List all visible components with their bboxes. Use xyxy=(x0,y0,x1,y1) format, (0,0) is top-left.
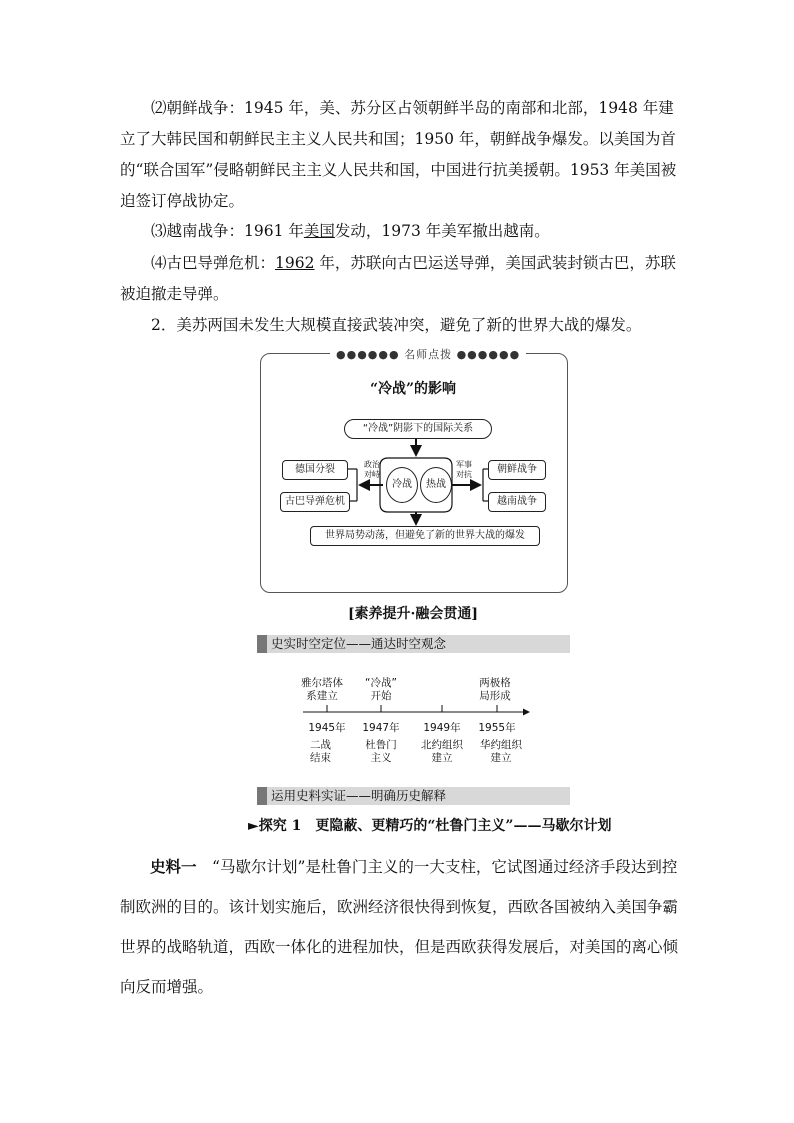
timeline-year-1949: 1949年 xyxy=(423,722,461,734)
timeline-below-3: 北约组织 建立 xyxy=(421,739,463,764)
band-label: 史实时空定位——通达时空观念 xyxy=(271,636,447,651)
section-title: [素养提升·融会贯通] xyxy=(347,606,479,622)
diagram-top-box: “冷战”阴影下的国际关系 xyxy=(344,419,492,439)
vietnam-text-b: 发动，1973 年美军撤出越南。 xyxy=(334,222,550,240)
timeline-year-1947: 1947年 xyxy=(362,722,400,734)
band-historical-evidence xyxy=(257,787,570,805)
vietnam-text-a: ⑶越南战争：1961 年 xyxy=(151,222,304,240)
left-item-cuba: 古巴导弹危机 xyxy=(280,492,350,512)
timeline-year-1955: 1955年 xyxy=(478,722,516,734)
paragraph-korean-war: ⑵朝鲜战争：1945 年，美、苏分区占领朝鲜半岛的南部和北部，1948 年建立了大韩民国和朝鲜民主主义人民共和国；1950 年，朝鲜战争爆发。以美国为首的“联合国军”侵略朝鲜民主主义人民共和国，中国进行抗美援朝。1953 年美国被迫签订停战协定。 xyxy=(120,99,677,210)
teacher-tip-tag: ●●●●●● 名师点拨 ●●●●●● xyxy=(330,346,526,362)
band-label: 运用史料实证——明确历史解释 xyxy=(271,788,447,803)
timeline-below-2: 杜鲁门 主义 xyxy=(365,739,397,764)
cuba-text-b: 年，苏联向古巴运送导弹，美国武装封锁古巴，苏联被迫撤走导弹。 xyxy=(120,254,676,303)
political-confrontation-label: 政治 对峙 xyxy=(364,460,380,479)
band-bar xyxy=(257,787,267,805)
diagram-bottom-box: 世界局势动荡，但避免了新的世界大战的爆发 xyxy=(310,526,540,546)
hot-war-oval: 热战 xyxy=(420,467,452,503)
explore-heading: ►探究 1 更隐蔽、更精巧的“杜鲁门主义”——马歇尔计划 xyxy=(248,818,612,834)
cuba-text-a: ⑷古巴导弹危机： xyxy=(151,254,276,272)
timeline-below-1: 二战 结束 xyxy=(310,739,331,764)
paragraph-point-2: 2．美苏两国未发生大规模直接武装冲突，避免了新的世界大战的爆发。 xyxy=(151,316,642,334)
timeline-below-4: 华约组织 建立 xyxy=(480,739,522,764)
cold-war-oval: 冷战 xyxy=(386,467,418,503)
vietnam-underlined: 美国 xyxy=(303,222,335,240)
left-item-germany: 德国分裂 xyxy=(282,460,348,480)
timeline-above-1: 雅尔塔体 系建立 xyxy=(301,677,343,702)
source-1-paragraph xyxy=(120,847,680,1007)
teacher-tip-title: “冷战”的影响 xyxy=(369,381,457,397)
right-item-korea: 朝鲜战争 xyxy=(488,460,546,480)
timeline-above-2: “冷战” 开始 xyxy=(365,677,397,702)
source-1-label: 史料一 xyxy=(150,857,197,876)
timeline-above-4: 两极格 局形成 xyxy=(479,677,511,702)
right-item-vietnam: 越南战争 xyxy=(488,492,546,512)
timeline-year-1945: 1945年 xyxy=(308,722,346,734)
source-1-text: “马歇尔计划”是杜鲁门主义的一大支柱，它试图通过经济手段达到控制欧洲的目的。该计划实施后，欧洲经济很快得到恢复，西欧各国被纳入美国争霸世界的战略轨道，西欧一体化的进程加快，但是西欧获得发展后，对美国的离心倾向反而增强。 xyxy=(120,858,679,996)
cuba-underlined: 1962 xyxy=(275,254,315,272)
military-confrontation-label: 军事 对抗 xyxy=(456,460,472,479)
